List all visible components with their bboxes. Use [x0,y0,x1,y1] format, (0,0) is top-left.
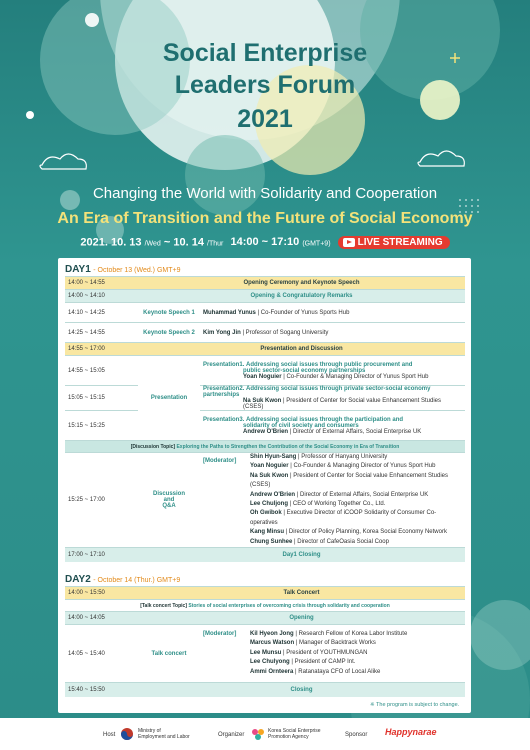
row-time: 14:05 ~ 15:40 [65,625,138,683]
day1-date: - October 13 (Wed.) GMT+9 [93,267,181,274]
host-org-line: Ministry of [138,728,161,734]
row-role: Keynote Speech 1 [138,303,200,323]
table-row [65,323,465,343]
table-row [65,683,465,697]
footer [0,718,530,750]
title-line1: Social Enterprise [162,39,368,67]
table-row [65,548,465,562]
day1-header [65,264,180,275]
moderator-label: [Moderator] [203,631,237,637]
speaker-desc: | Professor of Sogang University [240,329,329,336]
speaker-desc: | Co-Founder & Managing Director of Yunus Sport Hub [281,373,429,380]
table-row [65,386,465,411]
program-note: ※ The program is subject to change. [370,702,460,708]
row-time: 14:55 ~ 17:00 [65,343,138,356]
speaker-name: Na Suk Kwon [250,472,289,479]
speaker-desc: | Executive Director of iCOOP Solidarity of Consumer Co-operatives [250,510,437,526]
speaker-name: Kil Hyeon Jong [250,630,294,637]
table-row [65,290,465,303]
presentation-label: Presentation1. [203,361,245,368]
date-end: 10. 14 [173,236,204,249]
day2-date: - October 14 (Thur.) GMT+9 [93,577,181,584]
speaker-name: Lee Munsu [250,649,282,656]
sponsor-logo: Happynarae [385,727,437,737]
table-row [65,441,465,453]
speaker-desc: | Manager of Backtrack Works [294,640,376,647]
speaker-desc: | CEO of Working Together Co., Ltd. [288,501,386,508]
sponsor-label: Sponsor [345,732,368,738]
play-icon [343,238,355,247]
speaker-name: Andrew O'Brien [243,428,289,435]
topic-text: Stories of social enterprises of overcoming crisis through solidarity and cooperation [188,602,390,609]
speaker-name: Lee Chulyong [250,659,290,666]
table-row [65,303,465,323]
row-time: 14:00 ~ 14:10 [65,290,138,303]
row-role: Presentation [138,356,200,441]
speaker-name: Andrew O'Brien [250,491,296,498]
presentation-topic: Addressing social issues through the participation and [246,416,404,423]
speaker-desc: | Director of CafeOasia Social Coop [292,538,389,545]
table-row [65,600,465,612]
row-role [138,453,200,548]
speaker-desc: | Director of Policy Planning, Korea Social Economy Network [284,529,447,536]
row-title: Opening & Congratulatory Remarks [138,290,465,303]
table-row [65,587,465,600]
row-time: 15:05 ~ 15:15 [65,386,138,411]
title-line2: Leaders Forum [174,71,356,99]
speaker-name: Na Suk Kwon [243,398,282,404]
day1-schedule-table [65,276,465,562]
presentation-topic-cont: solidarity of civil society and consumers [243,422,359,429]
agency-logo-icon [250,726,266,742]
role-line: Q&A [162,503,176,510]
date-end-dow: /Thur [207,240,224,248]
subtitle-primary: Changing the World with Solidarity and Cooperation [92,185,438,202]
row-time: 14:00 ~ 14:55 [65,277,138,290]
topic-text: Exploring the Paths to Strengthen the Contribution of the Social Economy in Era of Transition [176,443,400,450]
presentation-label: Presentation3. [203,416,245,423]
live-streaming-badge[interactable] [338,236,450,249]
speaker-name: Marcus Watson [250,640,295,647]
table-row [65,277,465,290]
row-time: 15:40 ~ 15:50 [65,683,138,697]
speaker-desc: | President of Center for Social value Enhancement Studies (CSES) [243,398,441,410]
date-start: 2021. 10. 13 [80,236,142,249]
row-time: 14:10 ~ 14:25 [65,303,138,323]
row-title: Closing [138,683,465,697]
speaker-name: Kang Minsu [250,529,284,536]
row-time: 15:15 ~ 15:25 [65,411,138,441]
organizer-org-line: Promotion Agency [268,734,309,740]
row-time: 14:00 ~ 15:50 [65,587,138,600]
time-zone: (GMT+9) [302,240,331,248]
live-streaming-label: LIVE STREAMING [357,237,443,248]
subtitle-secondary: An Era of Transition and the Future of Social Economy [57,210,473,227]
row-time: 14:00 ~ 14:05 [65,612,138,625]
speaker-desc: | President of Center for Social value Enhancement Studies (CSES) [250,472,448,489]
row-role: Keynote Speech 2 [138,323,200,343]
organizer-label: Organizer [218,732,245,738]
host-org [138,728,190,740]
speaker-name: Yoan Noguier [250,463,289,470]
date-start-dow: /Wed [144,240,161,248]
speaker-desc: | Director of External Affairs, Social Enterprise UK [288,428,422,435]
event-time: 14:00 ~ 17:10 [230,236,300,249]
event-dates [0,236,530,249]
row-title: Talk Concert [138,587,465,600]
row-title: Opening Ceremony and Keynote Speech [138,277,465,290]
day2-schedule-table [65,586,465,697]
organizer-org [268,728,321,740]
title-year: 2021 [237,105,293,133]
presentation-topic: Addressing social issues through public procurement and [246,361,413,368]
day1-label: DAY1 [65,264,91,275]
topic-label: [Discussion Topic] [130,443,176,450]
speaker-desc: | President of YOUTHMUNGAN [281,649,368,656]
speaker-name: Lee Chuljong [250,501,288,508]
host-org-line: Employment and Labor [138,734,190,740]
speaker-desc: | Ratanataya CFO of Local Alike [293,668,381,675]
date-separator: ~ [163,236,171,249]
presentation-topic-cont: public sector-social economy partnerships [243,367,366,374]
role-line: Discussion [152,491,185,498]
table-row [65,343,465,356]
speaker-name: Shin Hyun-Sang [250,454,297,460]
speaker-desc: | Research Fellow of Korea Labor Institute [293,630,408,637]
presentation-topic: Addressing social issues through private sector-social economy partnerships [203,386,431,398]
day2-header [65,574,180,585]
row-time: 14:25 ~ 14:55 [65,323,138,343]
table-row [65,453,465,548]
table-row [65,625,465,683]
speaker-desc: | President of CAMP Int. [289,659,356,666]
speaker-name: Oh Gwibok [250,510,282,517]
row-time: 14:55 ~ 15:05 [65,356,138,386]
speaker-desc: | Professor of Hanyang University [296,454,388,460]
speaker-name: Chung Sunhee [250,538,293,545]
speaker-name: Kim Yong Jin [203,329,241,336]
ministry-logo-icon [120,727,134,741]
row-title: Presentation and Discussion [138,343,465,356]
topic-label: [Talk concert Topic] [140,602,187,609]
day2-label: DAY2 [65,574,91,585]
host-label: Host [103,732,116,738]
row-title: Opening [138,612,465,625]
speaker-desc: | Co-Founder of Yunus Sports Hub [255,309,350,316]
table-row [65,356,465,386]
speaker-desc: | Director of External Affairs, Social Enterprise UK [295,491,429,498]
speaker-name: Ammi Ornteera [250,668,294,675]
row-role: Talk concert [138,625,200,683]
table-row [65,411,465,441]
role-line: and [163,497,175,504]
row-time: 17:00 ~ 17:10 [65,548,138,562]
speaker-name: Muhammad Yunus [203,309,256,316]
organizer-org-line: Korea Social Enterprise [268,728,321,734]
presentation-label: Presentation2. [203,386,245,392]
row-title: Day1 Closing [138,548,465,562]
speaker-name: Yoan Noguier [243,373,282,380]
moderator-label: [Moderator] [203,458,237,464]
table-row [65,612,465,625]
speaker-desc: | Co-Founder & Managing Director of Yunus Sport Hub [288,463,436,470]
row-time: 15:25 ~ 17:00 [65,453,138,548]
